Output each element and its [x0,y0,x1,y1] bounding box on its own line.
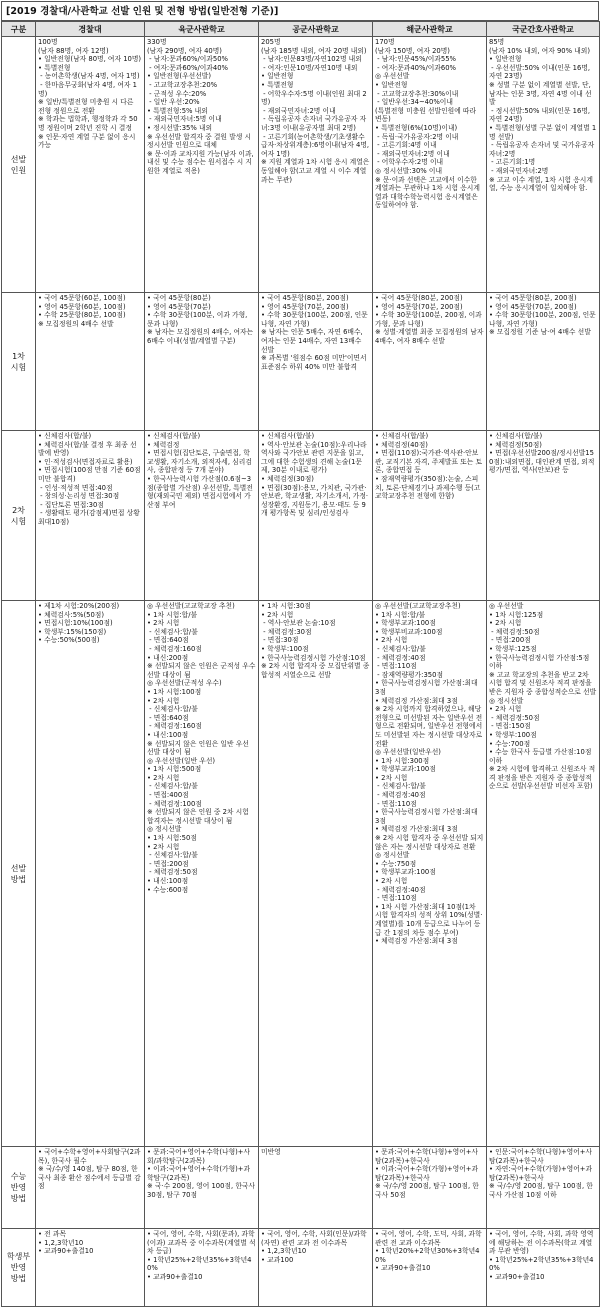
header-category: 구분 [2,22,36,37]
cell-quota-army: 330명 (남자 290명, 여자 40명) - 남자:문과60%/이과50% - 여자:문과60%/이과40% • 일반전형(우선선발) - 고교학교장추천:20% - 군적성 우수:20% - 일반 우선:20% • 특별전형:5% 내외 - 재외국민자녀:5명 이내 • 정시선발:35% 내외 ※ 우선선발 합격자 중 결원 발생 시 정시선발 인원으로 대체 ※ 문·이과 교차지원 가능(남자 이과, 내신 및 수능 점수는 원서접수 시 지원한 계열로 적용) [145,37,259,293]
cell-quota-police: 100명 (남자 88명, 여자 12명) • 일반전형(남자 80명, 여자 10명) • 특별전형 - 농어촌학생(남자 4명, 여자 1명) - 한마음무궁화(남자 4명, 여자 1명) ※ 일반/특별전형 미충원 시 다른 전형 정원으로 전환 ※ 학과는 법학과, 행정학과 각 50명 정원이며 2학년 진학 시 결정 ※ 인문·자연 계열 구분 없이 응시 가능 [36,37,145,293]
header-police-univ: 경찰대 [36,22,145,37]
header-nursing-academy: 국군간호사관학교 [487,22,600,37]
cell-selection-airforce: • 1차 시험:30점 • 2차 시험 - 역사·안보관 논술:10점 - 체력검정:30점 - 면접:30점 • 학생부:100점 • 한국사능력검정시험 가산점:10점 ※ 2차 시험 합격자 중 모집단위별 종합성적 서열순으로 선발 [259,601,373,1147]
row-second-exam [2,431,600,601]
cell-second-exam-airforce: • 신체검사(합/불) • 역사·안보관 논술(10점):우리나라 역사와 국가안보 관련 지문을 읽고, 그에 대한 수험생의 견해 논술(1문제, 30분 이내로 평가) • 체력검정(30점) • 면접(30점):용모, 가치관, 국가관·안보관, 학교생활, 자기소개서, 가정·성장환경, 지원동기, 용모·태도 등 9개 평가항목 및 심리/인성검사 [259,431,373,601]
cell-quota-navy: 170명 (남자 150명, 여자 20명) - 남자:인문45%/이과55% - 여자:문과40%/이과60% ◎ 우선선발 • 일반전형 - 고교학교장추천:30%이내 - 일반우선:34~40%이내 (특별전형 미충원 선발인원에 따라 변동) • 특별전형(6%(10명)이내) - 독립·국가유공자:2명 이내 - 고른기회:4명 이내 - 재외국민자녀:2명 이내 - 어학우수자:2명 이내 ◎ 정시선발:30% 이내 ※ 문·이과 선택은 고교에서 이수한 계열과는 무관하나 1차 시험 응시계열과 대학수학능력시험 응시계열은 동일하여야 함. [373,37,487,293]
cell-transcript-army: • 국어, 영어, 수학, 사회(문과), 과학(이과) 교과목 중 이수과목(계열별 석차 등급) • 1학년25%+2학년35%+3학년40% • 교과90+출결10 [145,1229,259,1307]
cell-selection-nursing: ◎ 우선선발 • 1차 시험:125점 • 2차 시험 - 체력검정:50점 - 면접:200점 • 학생부:125점 • 한국사능력검정시험 가산점:5점 이하 ※ 고교 학교장의 추천을 받고 2차 시험 합격 및 신원조사 적격 판정을 받은 지원자 중 종합성적순으로 선발 ◎ 정시선발 • 2차 시험 - 체력검정:50점 - 면접:150점 • 학생부:100점 • 수능:700점 • 수능 한국사 등급별 가산점:10점 이하 ※ 2차 시험에 합격하고 신원조사 적격 판정을 받은 지원자 중 종합성적순으로 선발(우선선발 비선자 포함) [487,601,600,1147]
row-label-transcript-method: 학생부 반영 방법 [2,1229,36,1307]
cell-first-exam-navy: • 국어 45문항(80분, 200점) • 영어 45문항(70분, 200점) • 수학 30문항(100분, 200점, 이과 가형, 문과 나형) ※ 성별·계열별 최종 모집정원의 남자 4배수, 여자 8배수 선발 [373,293,487,431]
cell-csat-navy: • 문과:국어+수학(나형)+영어+사탐(2과목)+한국사 • 이과:국어+수학(가형)+영어+과탐(2과목)+한국사 ※ 국/수/영 200점, 탐구 100점, 한국사 50점 [373,1147,487,1229]
cell-first-exam-airforce: • 국어 45문항(80분, 200점) • 영어 45문항(70분, 200점) • 수학 30문항(100분, 200점, 인문 나형, 자연 가형) ※ 남자는 인문 5배수, 자연 6배수, 여자는 인문 14배수, 자연 13배수 선발 ※ 과목별 '원점수 60점 미만'이면서 표준점수 하위 40% 미만 불합격 [259,293,373,431]
page-title: [2019 경찰대/사관학교 선발 인원 및 전형 방법(일반전형 기준)] [1,1,599,21]
header-row [2,22,600,37]
cell-transcript-nursing: • 국어, 영어, 수학, 사회, 과학 영역에 해당하는 전 이수과목(학교 계열과 무관 반영) • 1학년25%+2학년35%+3학년40% • 교과90+출결10 [487,1229,600,1307]
row-csat-method [2,1147,600,1229]
cell-selection-army: ◎ 우선선발(고교학교장 추천) • 1차 시험:합/불 • 2차 시험 - 신체검사:합/불 - 면접:640점 - 체력검정:160점 • 내신:200점 ※ 선발되지 않은 인원은 군적성 우수 선발 대상이 됨 ◎ 우선선발(군적성 우수) • 1차 시험:100점 • 2차 시험 - 신체검사:합/불 - 면접:640점 - 체력검정:160점 • 내신:100점 ※ 선발되지 않은 인원은 일반 우선 선발 대상이 됨 ◎ 우선선발(일반 우선) • 1차 시험:500점 • 2차 시험 - 신체검사:합/불 - 면접:400점 - 체력검정:100점 ※ 선발되지 않은 인원 중 2차 시험 합격자는 정시선발 대상이 됨 ◎ 정시선발 • 1차 시험:50점 • 2차 시험 - 신체검사:합/불 - 면접:200점 - 체력검정:50점 • 내신:100점 • 수능:600점 [145,601,259,1147]
header-airforce-academy: 공군사관학교 [259,22,373,37]
row-quota [2,37,600,293]
cell-selection-police: • 제1차 시험:20%(200점) • 체력검사:5%(50점) • 면접시험:10%(100점) • 학생부:15%(150점) • 수능:50%(500점) [36,601,145,1147]
cell-transcript-airforce: • 국어, 영어, 수학, 사회(인문)/과학(자연) 관련 교과 전 이수과목 • 1,2,3학년10 • 교과100 [259,1229,373,1307]
cell-first-exam-nursing: • 국어 45문항(80분, 200점) • 영어 45문항(70분, 200점) • 수학 30문항(100분, 200점, 인문 나형, 자연 가형) ※ 모집정원 기준 남·여 4배수 선발 [487,293,600,431]
cell-quota-airforce: 205명 (남자 185명 내외, 여자 20명 내외) - 남자:인문83명/자연102명 내외 - 여자:인문10명/자연10명 내외 • 일반전형 • 특별전형 - 어학우수자:5명 이내(인원 최대 2명) - 재외국민자녀:2명 이내 - 독립유공자 손자녀 국가유공자 자녀:3명 이내(유공자별 최대 2명) - 고른기회(농어촌학생/기초생활수급자·차상위계층):6명이내(남자 4명, 여자 1명) ※ 지원 계열과 1차 시험 응시 계열은 동일해야 함(고교 계열 시 이수 계열과는 무관) [259,37,373,293]
row-selection-method [2,601,600,1147]
row-label-second-exam: 2차 시험 [2,431,36,601]
cell-csat-army: • 문과:국어+영어+수학(나형)+사회/과학탐구(2과목) • 이과:국어+영어+수학(가형)+과학탐구(2과목) ※ 국·수 200점, 영어 100점, 한국사 30점, 탐구 70점 [145,1147,259,1229]
row-first-exam [2,293,600,431]
cell-csat-police: • 국어+수학+영어+사회탐구(2과목), 한국사 필수 ※ 국/수/영 140점, 탐구 80점, 한국사 최종 환산 점수에서 등급별 감점 [36,1147,145,1229]
cell-second-exam-navy: • 신체검사(합/불) • 체력검정(40점) • 면접(110점):국가관·역사관·안보관, 교직기본 자격, 주제발표 또는 토론, 종합면접 등 • 잠재역량평가(350점):논술, 스피치, 토론·단체경기나 과제수행 등(고교학교장추천 전형에 한함) [373,431,487,601]
row-label-first-exam: 1차 시험 [2,293,36,431]
cell-transcript-police: • 전 과목 • 1,2,3학년10 • 교과90+출결10 [36,1229,145,1307]
cell-first-exam-army: • 국어 45문항(80분) • 영어 45문항(70분) • 수학 30문항(100분, 이과 가형, 문과 나형) ※ 남자는 모집정원의 4배수, 여자는 6배수 이내(성별/계열별 구분) [145,293,259,431]
cell-transcript-navy: • 국어, 영어, 수학, 도덕, 사회, 과학 관련 전 교과 이수과목 • 1학년20%+2학년30%+3학년40% • 교과90+출결10 [373,1229,487,1307]
header-army-academy: 육군사관학교 [145,22,259,37]
cell-first-exam-police: • 국어 45문항(60분, 100점) • 영어 45문항(60분, 100점) • 수학 25문항(80분, 100점) ※ 모집정원의 4배수 선발 [36,293,145,431]
cell-selection-navy: ◎ 우선선발(고교학교장추천) • 1차 시험:합/불 • 학생부교과:100점 • 학생부비교과:100점 • 2차 시험 - 신체검사:합/불 - 체력검정:40점 - 면접:110점 - 잠재역량평가:350점 • 한국사능력검정시험 가산점:최대 3점 • 체력검정 가산점:최대 3점 ※ 2차 시험까지 합격하였으나, 해당 전형으로 미선발된 자는 일반우선 전형으로 전환되며, 일반우선 전형에서도 미선발된 자는 정시선발 대상자로 전환 ◎ 우선선발(일반우선) • 1차 시험:300점 • 학생부교과:100점 • 2차 시험 - 신체검사:합/불 - 체력검정:40점 - 면접:110점 • 한국사능력검정시험 가산점:최대 3점 • 체력검정 가산점:최대 3점 ※ 2차 시험 합격자 중 우선선발 되지 않은 자는 정시선발 대상자로 전환 ◎ 정시선발 • 수능:750점 • 학생부교과:100점 • 2차 시험 - 체력검정:40점 - 면접:110점 • 1차 시험 가산점:최대 10점(1차 시험 합격자의 성적 상위 10%(성별·계열별)를 10개 등급으로 나누어 등급 간 1점의 차등 점수 부여) • 체력검정 가산점:최대 3점 [373,601,487,1147]
row-label-quota: 선발 인원 [2,37,36,293]
cell-second-exam-police: • 신체검사(합/불) • 체력검사(합/불 결정 후 최종 선발에 반영) • 인·적성검사(면접자료로 활용) • 면접시험(100점 만점 기준 60점 미만 불합격) - 인성·적성적 면접:40점 - 창의성·논리성 면접:30점 - 집단토론 면접:30점 - 생활태도 평가(감점제)면접 상황 최대10점) [36,431,145,601]
row-label-selection-method: 선발 방법 [2,601,36,1147]
admission-table [1,21,600,1307]
row-label-csat-method: 수능 반영 방법 [2,1147,36,1229]
cell-csat-airforce: 미반영 [259,1147,373,1229]
row-transcript-method [2,1229,600,1307]
cell-csat-nursing: • 인문:국어+수학(나형)+영어+사탐(2과목)+한국사 • 자연:국어+수학(가형)+영어+과탐(2과목)+한국사 ※ 국/수/영 200점, 탐구 100점, 한국사 가산점 10점 이하 [487,1147,600,1229]
cell-second-exam-nursing: • 신체검사(합/불) • 체력검정(50점) • 면접(우선선발200점/정시선발150점):내외면접, 대인관계 면접, 외적평가/면접, 역사(안보)관 등 [487,431,600,601]
cell-second-exam-army: • 신체검사(합/불) • 체력검정 • 면접시험(집단토론, 구술면접, 학교생활, 자기소개, 외적자세, 심리검사, 종합판정 등 7개 분야) • 한국사능력시험 가산점(0.6점~3점(종합별 가산점) 우선선발, 특별전형(재외국민 제외) 면접시험에서 가산점 부여 [145,431,259,601]
header-navy-academy: 해군사관학교 [373,22,487,37]
cell-quota-nursing: 85명 (남자 10% 내외, 여자 90% 내외) • 일반전형 - 우선선발:50% 이내(인문 16명, 자연 23명) ※ 성별 구분 없이 계열별 선발, 단, 남자는 인문 3명, 자연 4명 이내 선발 - 정시선발:50% 내외(인문 16명, 자연 24명) • 특별전형(성별 구분 없이 계열별 1명 선발) - 독립유공자 손자녀 및 국가유공자 자녀:2명 - 고른기회:1명 - 재외국민자녀:2명 ※ 고교 이수 계열, 1차 시험 응시계열, 수능 응시계열이 일치해야 함. [487,37,600,293]
